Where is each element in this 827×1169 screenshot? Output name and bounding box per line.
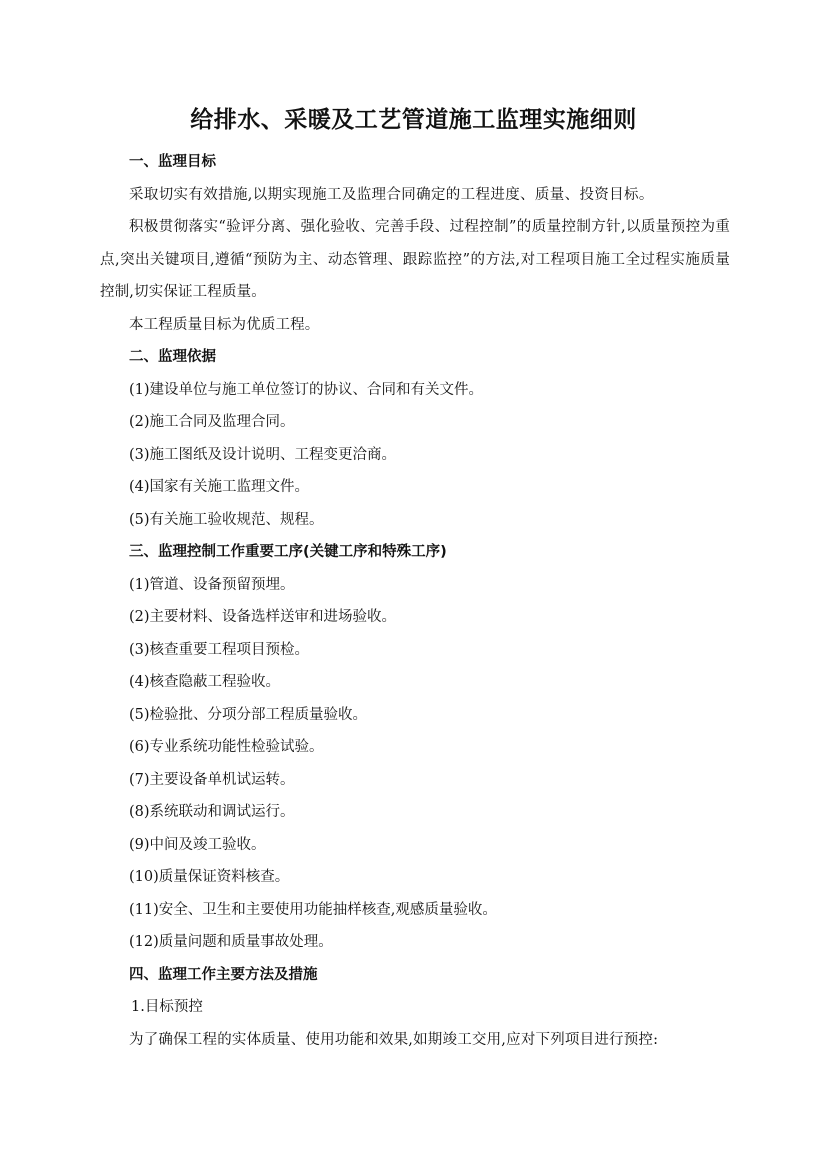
list-item: (7)主要设备单机试运转。 bbox=[129, 771, 295, 788]
paragraph: 本工程质量目标为优质工程。 bbox=[129, 316, 320, 333]
list-item: (1)管道、设备预留预埋。 bbox=[129, 576, 295, 593]
paragraph: 采取切实有效措施,以期实现施工及监理合同确定的工程进度、质量、投资目标。 bbox=[129, 186, 654, 203]
list-item: (10)质量保证资料核查。 bbox=[129, 869, 290, 885]
document-title: 给排水、采暖及工艺管道施工监理实施细则 bbox=[190, 107, 637, 133]
subsection-heading: 1.目标预控 bbox=[131, 999, 203, 1015]
list-item: (1)建设单位与施工单位签订的协议、合同和有关文件。 bbox=[129, 381, 484, 398]
list-item: (11)安全、卫生和主要使用功能抽样核查,观感质量验收。 bbox=[129, 901, 497, 918]
section-heading-methods: 四、监理工作主要方法及措施 bbox=[129, 966, 318, 983]
section-heading-basis: 二、监理依据 bbox=[129, 349, 216, 365]
document-body bbox=[100, 146, 730, 1056]
list-item: (8)系统联动和调试运行。 bbox=[129, 804, 295, 820]
list-item: (3)核查重要工程项目预检。 bbox=[129, 641, 310, 658]
section-heading-goals: 一、监理目标 bbox=[129, 154, 216, 170]
paragraph: 为了确保工程的实体质量、使用功能和效果,如期竣工交用,应对下列项目进行预控: bbox=[129, 1031, 659, 1048]
list-item: (3)施工图纸及设计说明、工程变更洽商。 bbox=[129, 446, 397, 463]
list-item: (4)国家有关施工监理文件。 bbox=[129, 479, 310, 495]
list-item: (4)核查隐蔽工程验收。 bbox=[129, 674, 281, 690]
list-item: (2)主要材料、设备选样送审和进场验收。 bbox=[129, 609, 397, 625]
list-item: (5)有关施工验收规范、规程。 bbox=[129, 511, 324, 528]
list-item: (9)中间及竣工验收。 bbox=[129, 836, 266, 853]
list-item: (5)检验批、分项分部工程质量验收。 bbox=[129, 706, 368, 723]
section-heading-key-processes: 三、监理控制工作重要工序(关键工序和特殊工序) bbox=[129, 544, 447, 560]
list-item: (2)施工合同及监理合同。 bbox=[129, 414, 295, 430]
paragraph: 积极贯彻落实“验评分离、强化验收、完善手段、过程控制”的质量控制方针,以质量预控为重点,突出关键项目,遵循“预防为主、动态管理、跟踪监控”的方法,对工程项目施工全过程实施质量控制,切实保证工程质量。 bbox=[100, 219, 730, 300]
list-item: (6)专业系统功能性检验试验。 bbox=[129, 739, 324, 755]
list-item: (12)质量问题和质量事故处理。 bbox=[129, 934, 333, 950]
